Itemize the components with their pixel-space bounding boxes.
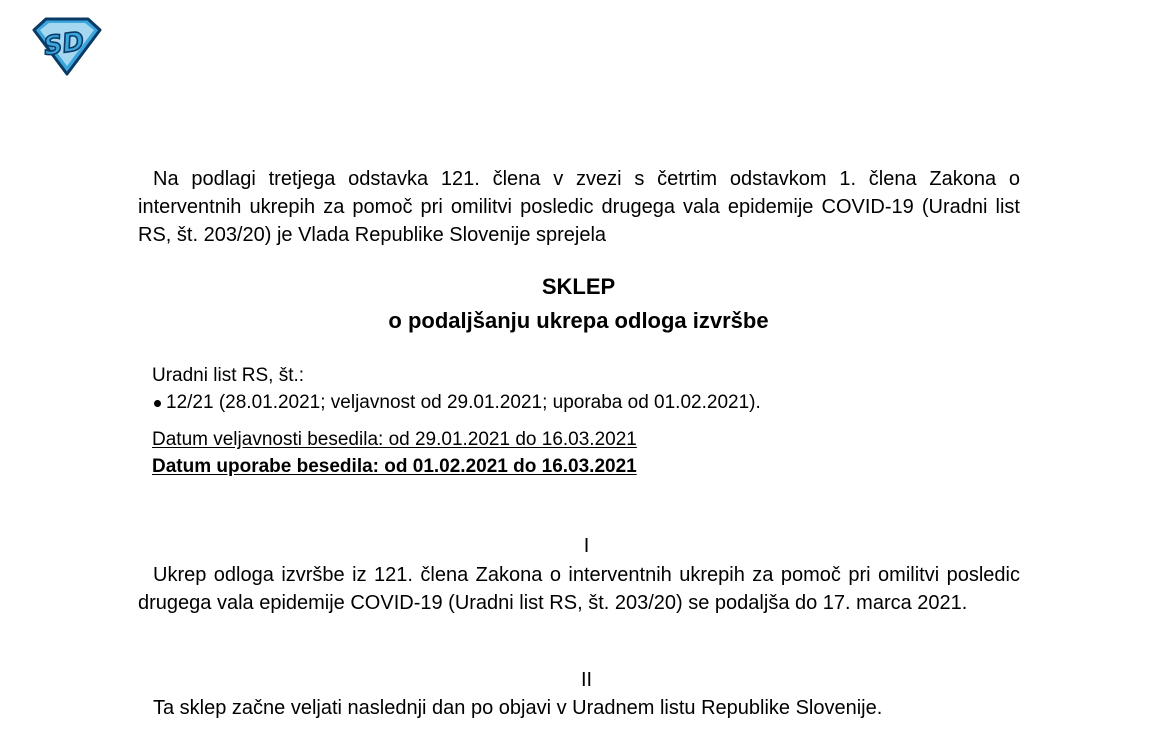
application-date-link[interactable]: Datum uporabe besedila: od 01.02.2021 do 16.03.2021: [152, 456, 637, 477]
intro-paragraph: [138, 165, 1020, 249]
svg-text:SD: SD: [41, 26, 86, 63]
logo-icon: [30, 16, 104, 78]
section-number: I: [583, 535, 590, 557]
section-paragraph: [138, 694, 1020, 722]
gazette-item: [152, 390, 761, 416]
section-number: II: [580, 669, 593, 691]
section-paragraph: [138, 561, 1020, 617]
intro-text: Na podlagi tretjega odstavka 121. člena v zvezi s četrtim odstavkom 1. člena Zakona o interventnih ukrepih za pomoč pri omilitvi posledic drugega vala epidemije COVID-19 (Uradni list RS, št. 203/20) je Vlada Republike Slovenije sprejela: [138, 168, 1020, 246]
gazette-label: Uradni list RS, št.:: [152, 365, 305, 386]
sd-diamond-logo: [30, 16, 104, 78]
section-text: Ukrep odloga izvršbe iz 121. člena Zakona o interventnih ukrepih za pomoč pri omilitvi posledic drugega vala epidemije COVID-19 (Uradni list RS, št. 203/20) se podaljša do 17. marca 2021.: [138, 564, 1020, 614]
validity-date-link[interactable]: Datum veljavnosti besedila: od 29.01.2021 do 16.03.2021: [152, 429, 637, 450]
bullet-icon: [154, 400, 161, 407]
section-text: Ta sklep začne veljati naslednji dan po objavi v Uradnem listu Republike Slovenije.: [153, 697, 883, 719]
document-title: SKLEP: [541, 274, 616, 299]
document-subtitle: o podaljšanju ukrepa odloga izvršbe: [388, 308, 769, 333]
gazette-item-text: 12/21 (28.01.2021; veljavnost od 29.01.2021; uporaba od 01.02.2021).: [166, 392, 761, 413]
